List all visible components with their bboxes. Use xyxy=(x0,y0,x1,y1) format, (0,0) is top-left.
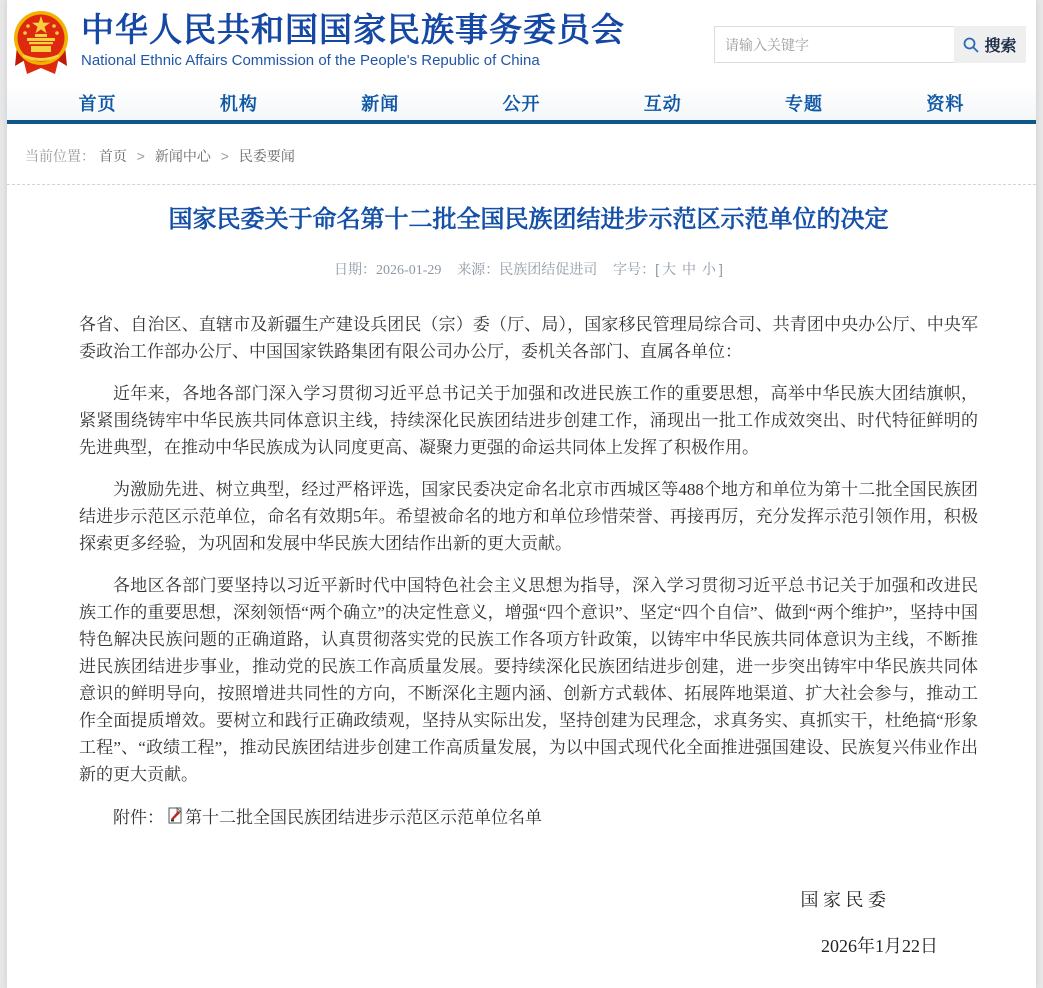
fontsize-label: 字号： xyxy=(613,261,656,277)
breadcrumb-label: 当前位置： xyxy=(25,148,95,164)
nav-item-special[interactable]: 专题 xyxy=(785,93,824,114)
date-value: 2026-01-29 xyxy=(376,263,442,278)
breadcrumb-item-current[interactable]: 民委要闻 xyxy=(238,148,295,164)
source-value: 民族团结促进司 xyxy=(499,261,598,277)
fontsize-large[interactable]: 大 xyxy=(662,261,677,277)
fontsize-small[interactable]: 小 xyxy=(702,261,717,277)
search-input[interactable] xyxy=(714,26,954,63)
article-meta xyxy=(79,259,978,279)
breadcrumb-item-newscenter[interactable]: 新闻中心 xyxy=(154,148,211,164)
national-emblem-icon xyxy=(13,8,69,78)
paragraph: 近年来，各地各部门深入学习贯彻习近平总书记关于加强和改进民族工作的重要思想，高举中华民族大团结旗帜，紧紧围绕铸牢中华民族共同体意识主线，持续深化民族团结进步创建工作，涌现出一批工作成效突出、时代特征鲜明的先进典型，在推动中华民族成为认同度更高、凝聚力更强的命运共同体上发挥了积极作用。 xyxy=(79,384,978,457)
bracket-open: [ xyxy=(655,261,660,277)
nav-item-data[interactable]: 资料 xyxy=(926,93,965,114)
source-label: 来源： xyxy=(457,261,500,277)
paragraph-salutation: 各省、自治区、直辖市及新疆生产建设兵团民（宗）委（厅、局），国家移民管理局综合司、共青团中央办公厅、中央军委政治工作部办公厅、中国国家铁路集团有限公司办公厅，委机关各部门、直属各单位： xyxy=(79,315,978,361)
signature: 国 家 民 委 xyxy=(800,890,886,910)
search-icon xyxy=(963,37,979,53)
paragraph: 为激励先进、树立典型，经过严格评选，国家民委决定命名北京市西城区等488个地方和单位为第十二批全国民族团结进步示范区示范单位，命名有效期5年。希望被命名的地方和单位珍惜荣誉、再接再厉，充分发挥示范引领作用，积极探索更多经验，为巩固和发展中华民族大团结作出新的更大贡献。 xyxy=(79,480,978,553)
article-body xyxy=(79,311,978,788)
breadcrumb xyxy=(7,124,1036,185)
site-titles xyxy=(81,8,625,71)
nav-item-org[interactable]: 机构 xyxy=(219,93,258,114)
fontsize-medium[interactable]: 中 xyxy=(682,261,697,277)
search-area xyxy=(714,26,1026,63)
site-title-zh: 中华人民共和国国家民族事务委员会 xyxy=(81,11,625,48)
search-button-label: 搜索 xyxy=(984,38,1017,55)
site-header xyxy=(7,0,1036,85)
attachment-link[interactable]: 第十二批全国民族团结进步示范区示范单位名单 xyxy=(185,808,542,827)
breadcrumb-separator: > xyxy=(220,148,229,164)
nav-item-open[interactable]: 公开 xyxy=(502,93,541,114)
signature-date: 2026年1月22日 xyxy=(821,936,938,956)
date-label: 日期： xyxy=(334,261,377,277)
nav-item-interact[interactable]: 互动 xyxy=(643,93,682,114)
page-container xyxy=(7,0,1036,988)
breadcrumb-separator: > xyxy=(136,148,145,164)
attachment-row xyxy=(79,803,978,828)
article xyxy=(7,185,1036,988)
search-button[interactable] xyxy=(954,26,1026,63)
nav-item-news[interactable]: 新闻 xyxy=(361,93,400,114)
article-title: 国家民委关于命名第十二批全国民族团结进步示范区示范单位的决定 xyxy=(168,206,889,233)
paragraph: 各地区各部门要坚持以习近平新时代中国特色社会主义思想为指导，深入学习贯彻习近平总书记关于加强和改进民族工作的重要思想，深刻领悟“两个确立”的决定性意义，增强“四个意识”、坚定“四个自信”、做到“两个维护”，坚持中国特色解决民族问题的正确道路，认真贯彻落实党的民族工作各项方针政策，以铸牢中华民族共同体意识为主线，不断推进民族团结进步事业，推动党的民族工作高质量发展。要持续深化民族团结进步创建，进一步突出铸牢中华民族共同体意识的鲜明导向，按照增进共同性的方向，不断深化主题内涵、创新方式载体、拓展阵地渠道、扩大社会参与，推动工作全面提质增效。要树立和践行正确政绩观，坚持从实际出发，坚持创建为民理念，求真务实、真抓实干，杜绝搞“形象工程”、“政绩工程”，推动民族团结进步创建工作高质量发展，为以中国式现代化全面推进强国建设、民族复兴伟业作出新的更大贡献。 xyxy=(79,576,978,784)
document-file-icon xyxy=(168,807,183,824)
site-title-en: National Ethnic Affairs Commission of the People's Republic of China xyxy=(81,52,540,69)
bracket-close: ] xyxy=(719,261,723,277)
attachment-label: 附件： xyxy=(113,808,164,827)
main-nav xyxy=(7,85,1036,124)
nav-item-home[interactable]: 首页 xyxy=(78,93,117,114)
breadcrumb-item-home[interactable]: 首页 xyxy=(98,148,127,164)
